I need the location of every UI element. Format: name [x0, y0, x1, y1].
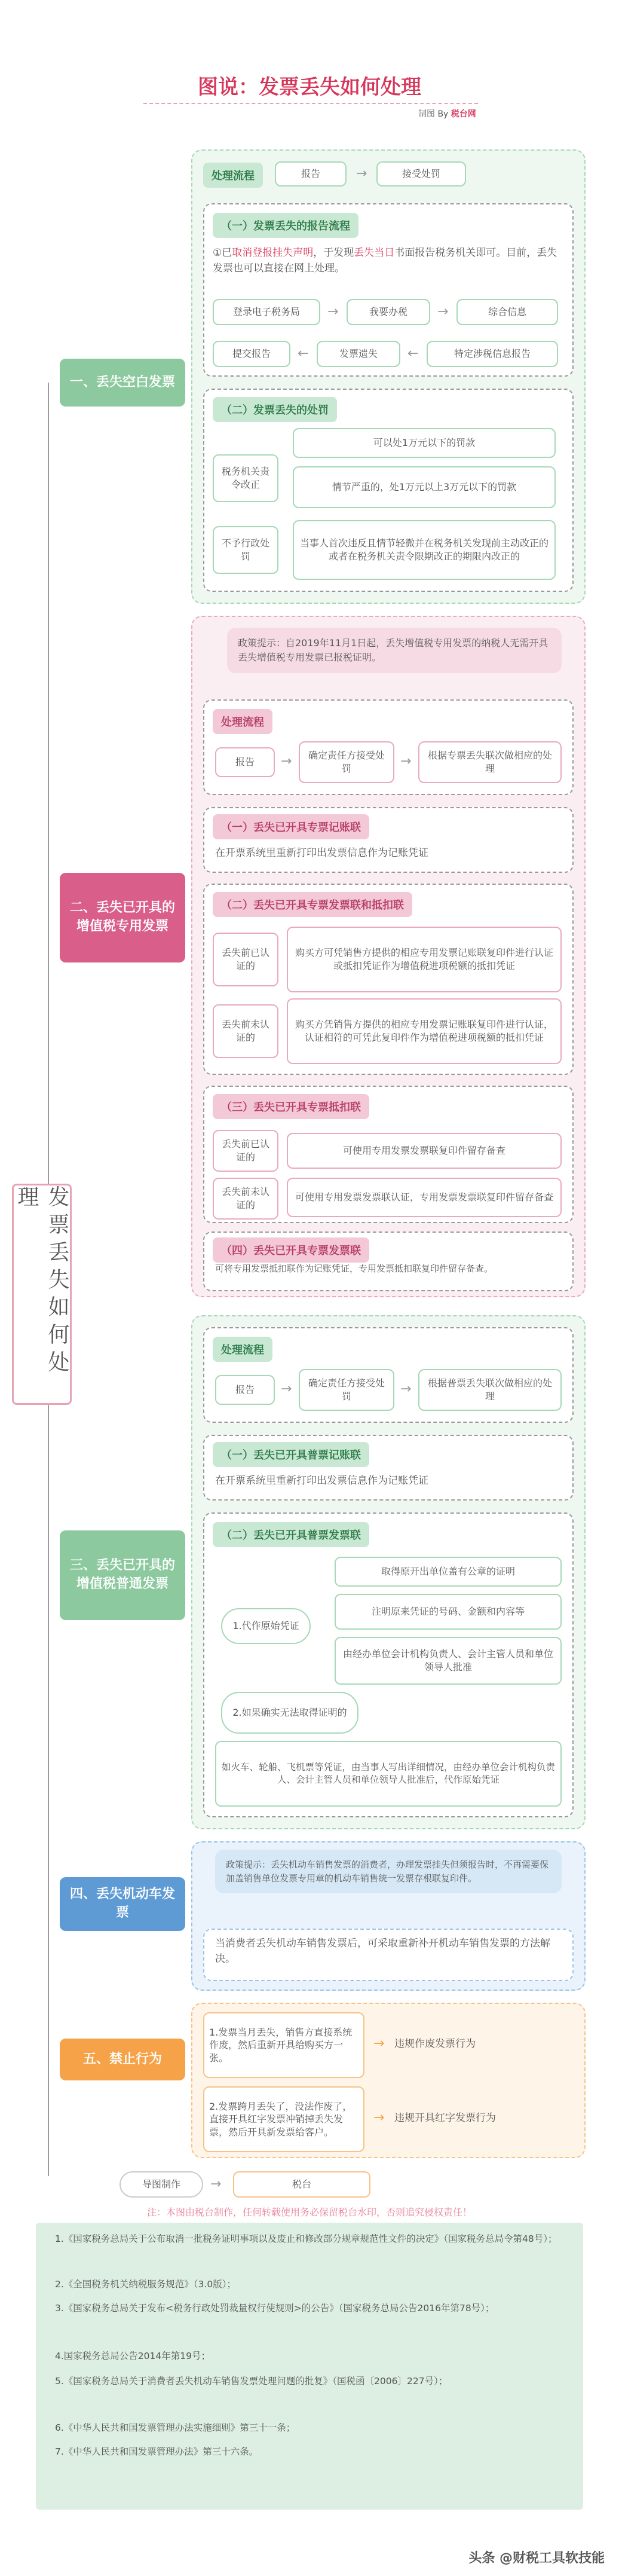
credit-right: 税台 [233, 2171, 370, 2198]
reference-item: 3.《国家税务总局关于发布<税务行政处罚裁量权行使规则>的公告》（国家税务总局公告2016年第78号）； [55, 2303, 495, 2314]
report-text [213, 245, 565, 277]
policy-tip: 政策提示：丢失机动车销售发票的消费者，办理发票挂失但须报告时，不再需要保加盖销售单位发票专用章的机动车销售统一发票存根联复印件。 [215, 1850, 562, 1893]
references-panel [36, 2223, 583, 2510]
branch-lost-vehicle-invoice[interactable] [60, 1877, 185, 1931]
arrow-icon: → [437, 304, 449, 319]
b-item-3: 由经办单位会计机构负责人、会计主管人员和单位领导人批准 [335, 1637, 562, 1685]
copyright-warning: 注：本图由税台制作，任何转载使用务必保留税台水印，否则追究侵权责任！ [146, 2207, 472, 2218]
credit [418, 108, 476, 120]
b-left-1: 丢失前已认证的 [213, 933, 278, 986]
flow-step-handle: 根据专票丢失联次做相应的处理 [418, 741, 562, 783]
reference-item: 2.《全国税务机关纳税服务规范》（3.0版）； [55, 2279, 236, 2290]
flow-step-report: 报告 [275, 161, 347, 187]
a-text: 在开票系统里重新打印出发票信息作为记账凭证 [215, 1475, 428, 1487]
branch-label: 一、丢失空白发票 [69, 374, 175, 390]
reference-item: 6.《中华人民共和国发票管理办法实施细则》第三十一条； [55, 2422, 296, 2433]
step-lost: 发票遗失 [317, 341, 400, 367]
prohibit-item-2: 2.发票跨月丢失了，没法作废了，直接开具红字发票冲销掉丢失发票，然后开具新发票给客户。 [203, 2086, 364, 2152]
report-text-red-1: 取消登报挂失声明 [232, 247, 314, 259]
arrow-icon: → [210, 2177, 222, 2192]
prohibit-item-1: 1.发票当月丢失，销售方直接系统作废，然后重新开具给购买方一张。 [203, 2012, 364, 2078]
prohibit-result-2: 违规开具红字发票行为 [394, 2112, 496, 2124]
root-node [12, 1184, 72, 1405]
branch-lost-blank-invoice[interactable] [60, 359, 185, 407]
c-right-1: 可使用专用发票发票联复印件留存备查 [287, 1133, 562, 1169]
prohibit-result-1: 违规作废发票行为 [394, 2038, 476, 2050]
penalty-left-2: 不予行政处罚 [213, 526, 278, 574]
flow-step-report: 报告 [215, 1375, 275, 1405]
branch-label: 五、禁止行为 [82, 2051, 162, 2067]
arrow-icon: → [400, 754, 412, 769]
penalty-item-3: 当事人首次违反且情节轻微并在税务机关发现前主动改正的或者在税务机关责令限期改正的期限内改正的 [293, 520, 556, 580]
policy-tip: 政策提示：自2019年11月1日起，丢失增值税专用发票的纳税人无需开具丢失增值税专用发票已报税证明。 [227, 628, 562, 673]
d-text: 可将专用发票抵扣联作为记账凭证，专用发票抵扣联复印件留存备查。 [215, 1263, 494, 1274]
b-header: （二）丢失已开具专票发票联和抵扣联 [213, 892, 412, 917]
b-left-2: 丢失前未认证的 [213, 1004, 278, 1058]
a-text: 在开票系统里重新打印出发票信息作为记账凭证 [215, 847, 428, 859]
step-tax: 我要办税 [347, 299, 430, 325]
arrow-icon: → [281, 1382, 292, 1397]
flow-step-report: 报告 [215, 747, 275, 777]
flow-title: 处理流程 [213, 1337, 272, 1362]
a-header: （一）丢失已开具普票记账联 [213, 1442, 369, 1467]
c-right-2: 可使用专用发票发票联认证，专用发票发票联复印件留存备查 [287, 1178, 562, 1217]
branch-label: 二、丢失已开具的增值税专用发票 [69, 900, 175, 934]
report-header: （一）发票丢失的报告流程 [213, 213, 358, 238]
step-info: 综合信息 [456, 299, 558, 325]
b-text-2: 如火车、轮船、飞机票等凭证，由当事人写出详细情况，由经办单位会计机构负责人、会计主管人员和单位领导人批准后，代作原始凭证 [215, 1741, 562, 1807]
arrow-icon: → [356, 166, 367, 181]
source-watermark: 头条 @财税工具软技能 [468, 2551, 605, 2566]
penalty-header: （二）发票丢失的处罚 [213, 397, 337, 422]
c-left-1: 丢失前已认证的 [213, 1130, 278, 1172]
c-left-2: 丢失前未认证的 [213, 1178, 278, 1220]
reference-item: 7.《中华人民共和国发票管理办法》第三十六条。 [55, 2446, 259, 2457]
report-text-3: 书面报告税务机关即可。目前，丢失发票也可以直接在网上处理。 [213, 247, 557, 275]
arrow-icon: ← [407, 346, 419, 361]
root-label: 发票丢失如何处理 [14, 1185, 69, 1378]
c-header: （三）丢失已开具专票抵扣联 [213, 1094, 369, 1119]
flow-title: 处理流程 [203, 163, 263, 188]
b-header: （二）丢失已开具普票发票联 [213, 1522, 369, 1547]
arrow-icon: → [281, 754, 292, 769]
branch-prohibited[interactable] [60, 2039, 185, 2080]
page-title: 图说：发票丢失如何处理 [198, 75, 421, 99]
reference-item: 1.《国家税务总局关于公布取消一批税务证明事项以及废止和修改部分规章规范性文件的决定》（国家税务总局令第48号）； [55, 2233, 557, 2244]
credit-name: 税台网 [451, 109, 476, 119]
flow-title: 处理流程 [213, 709, 272, 734]
b-right-1: 购买方可凭销售方提供的相应专用发票记账联复印件进行认证或抵扣凭证作为增值税进项税额的抵扣凭证 [287, 927, 562, 992]
vehicle-text: 当消费者丢失机动车销售发票后，可采取重新补开机动车销售发票的方法解决。 [215, 1938, 550, 1966]
report-text-1: ①已 [213, 247, 232, 259]
d-header: （四）丢失已开具专票发票联 [213, 1237, 369, 1263]
step-submit: 提交报告 [213, 341, 290, 367]
penalty-item-2: 情节严重的，处1万元以上3万元以下的罚款 [293, 466, 556, 508]
arrow-icon: → [373, 2110, 385, 2125]
penalty-item-1: 可以处1万元以下的罚款 [293, 428, 556, 458]
b-item-1: 取得原开出单位盖有公章的证明 [335, 1557, 562, 1587]
b-right-2: 购买方凭销售方提供的相应专用发票记账联复印件进行认证，认证相符的可凭此复印件作为增值税进项税额的抵扣凭证 [287, 998, 562, 1064]
report-text-red-2: 丢失当日 [354, 247, 395, 259]
flow-step-handle: 根据普票丢失联次做相应的处理 [418, 1369, 562, 1411]
b-item-2: 注明原来凭证的号码、金额和内容等 [335, 1594, 562, 1630]
arrow-icon: ← [298, 346, 309, 361]
b-left-2: 2.如果确实无法取得证明的 [221, 1692, 358, 1734]
reference-item: 4.国家税务总局公告2014年第19号； [55, 2351, 210, 2361]
branch-label: 四、丢失机动车发票 [69, 1887, 175, 1920]
credit-prefix: 制图 By [418, 109, 449, 119]
title-divider [143, 103, 478, 104]
report-text-2: ，于发现 [313, 247, 354, 259]
flow-step-penalty: 接受处罚 [376, 161, 466, 187]
arrow-icon: → [400, 1382, 412, 1397]
branch-lost-normal-invoice[interactable] [60, 1530, 185, 1620]
flow-step-penalty: 确定责任方接受处罚 [299, 1369, 394, 1411]
reference-item: 5.《国家税务总局关于消费者丢失机动车销售发票处理问题的批复》（国税函〔2006〕227号）； [55, 2376, 448, 2386]
branch-lost-special-invoice[interactable] [60, 873, 185, 962]
arrow-icon: → [373, 2036, 385, 2051]
a-header: （一）丢失已开具专票记账联 [213, 814, 369, 839]
step-special-report: 特定涉税信息报告 [427, 341, 558, 367]
penalty-left-1: 税务机关责令改正 [213, 454, 278, 502]
b-left-1: 1.代作原始凭证 [221, 1608, 311, 1644]
branch-label: 三、丢失已开具的增值税普通发票 [69, 1558, 175, 1591]
flow-step-penalty: 确定责任方接受处罚 [299, 741, 394, 783]
arrow-icon: → [327, 304, 339, 319]
step-login: 登录电子税务局 [213, 299, 320, 325]
credit-left: 导图制作 [119, 2171, 203, 2198]
